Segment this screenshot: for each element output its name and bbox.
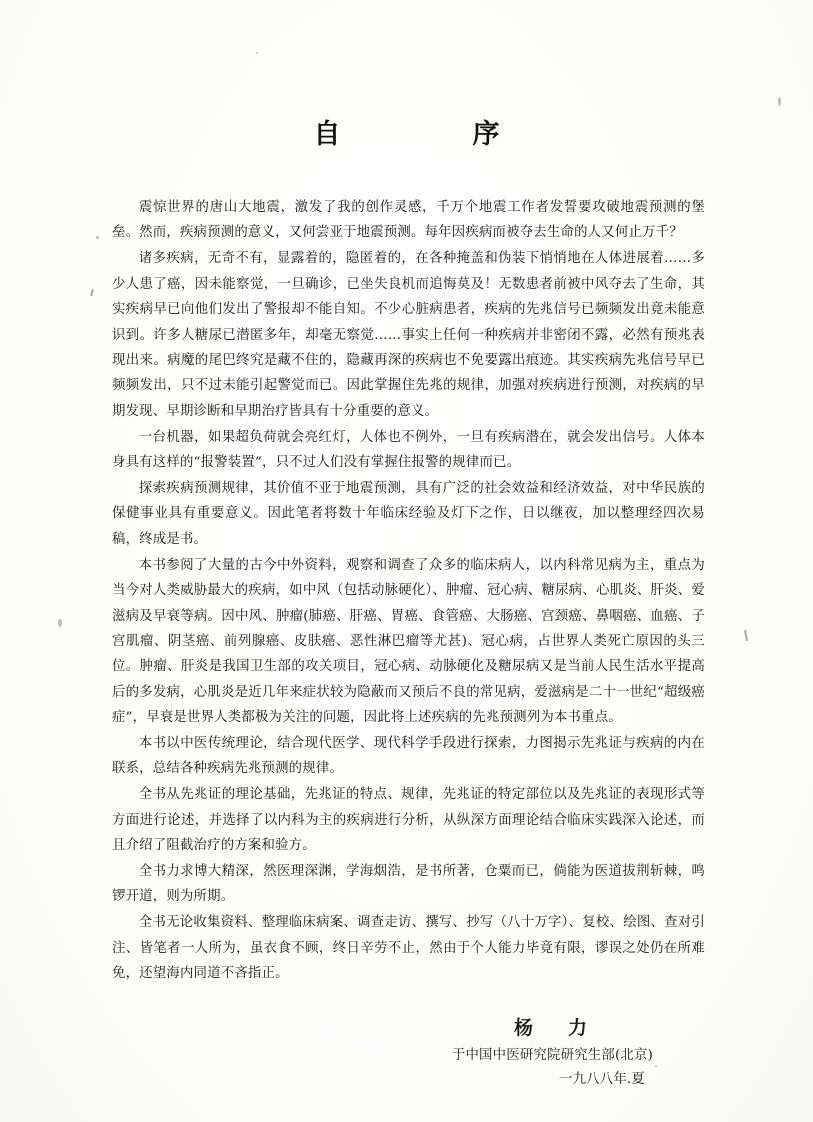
paragraph: 探索疾病预测规律，其价值不亚于地震预测，具有广泛的社会效益和经济效益，对中华民族的保健事业具有重要意义。因此笔者将数十年临床经验及灯下之作，日以继夜，加以整理经四次易稿，终成是书。 <box>112 480 705 547</box>
paragraph: 全书从先兆证的理论基础，先兆证的特点、规律，先兆证的特定部位以及先兆证的表现形式等方面进行论述，并选择了以内科为主的疾病进行分析，从纵深方面理论结合临床实践深入论述，而且介绍了阻截治疗的方案和验方。 <box>112 787 705 854</box>
paragraph: 全书无论收集资料、整理临床病案、调查走访、撰写、抄写（八十万字）、复校、绘图、查对引注、皆笔者一人所为，虽衣食不顾，终日辛劳不止，然由于个人能力毕竟有限，谬误之处仍在所难免，还望海内同道不吝指正。 <box>112 915 705 982</box>
paragraph: 全书力求博大精深，然医理深渊，学海烟浩，是书所著，仓粟而已，倘能为医道拔荆斩棘，鸣锣开道，则为所期。 <box>112 864 705 905</box>
scan-speck <box>58 619 62 627</box>
author-name: 杨 力 <box>513 1016 595 1039</box>
scan-speck <box>655 1065 657 1067</box>
paragraph: 一台机器，如果超负荷就会亮红灯，人体也不例外，一旦有疾病潜在，就会发出信号。人体本身具有这样的“报警装置”，只不过人们没有掌握住报警的规律而已。 <box>112 429 705 471</box>
scan-speck <box>256 52 258 54</box>
document-body <box>70 195 743 1087</box>
scan-speck <box>96 236 99 239</box>
paragraph: 诸多疾病，无奇不有，显露着的，隐匿着的，在各种掩盖和伪装下悄悄地在人体进展着……多少人患了癌，因未能察觉，一旦确诊，已坐失良机而追悔莫及！无数患者前被中风夺去了生命，其实疾病早已向他们发出了警报却不能自知。不少心脏病患者，疾病的先兆信号已频频发出竟未能意识到。许多人糖尿已潜匿多年，却毫无察觉……事实上任何一种疾病并非密闭不露，必然有预兆表现出来。病魔的尾巴终究是藏不住的，隐藏再深的疾病也不免要露出痕迹。其实疾病先兆信号早已频频发出，只不过未能引起警觉而已。因此掌握住先兆的规律，加强对疾病进行预测，对疾病的早期发现、早期诊断和早期治疗皆具有十分重要的意义。 <box>112 251 705 419</box>
author-organization: 于中国中医研究院研究生部(北京) <box>451 1047 653 1063</box>
paragraph: 本书参阅了大量的古今中外资料，观察和调查了众多的临床病人，以内科常见病为主，重点为当今对人类威胁最大的疾病，如中风（包括动脉硬化）、肿瘤、冠心病、糖尿病、心肌炎、肝炎、爱滋病及早衰等病。因中风、肿瘤(肺癌、肝癌、胃癌、食管癌、大肠癌、宫颈癌、鼻咽癌、血癌、子宫肌瘤、阴茎癌、前列腺癌、皮肤癌、恶性淋巴瘤等尤甚)、冠心病，占世界人类死亡原因的头三位。肿瘤、肝炎是我国卫生部的攻关项目，冠心病、动脉硬化及糖尿病又是当前人民生活水平提高后的多发病，心肌炎是近几年来症状较为隐蔽而又预后不良的常见病，爱滋病是二十一世纪“超级癌症”，早衰是世界人类都极为关注的问题，因此将上述疾病的先兆预测列为本书重点。 <box>112 557 705 726</box>
page-content-area <box>70 0 743 1122</box>
signature-block <box>112 1013 705 1087</box>
scan-speck <box>778 97 781 106</box>
paragraph: 本书以中医传统理论，结合现代医学、现代科学手段进行探索，力图揭示先兆证与疾病的内在联系，总结各种疾病先兆预测的规律。 <box>112 736 705 777</box>
signature-date: 一九八八年.夏 <box>559 1071 645 1087</box>
page-title: 自 序 <box>313 119 526 150</box>
paragraph: 震惊世界的唐山大地震，激发了我的创作灵感，千万个地震工作者发誓要攻破地震预测的堡垒。然而，疾病预测的意义，又何尝亚于地震预测。每年因疾病而被夺去生命的人又何止万千？ <box>112 200 705 241</box>
scan-mark <box>744 630 748 641</box>
